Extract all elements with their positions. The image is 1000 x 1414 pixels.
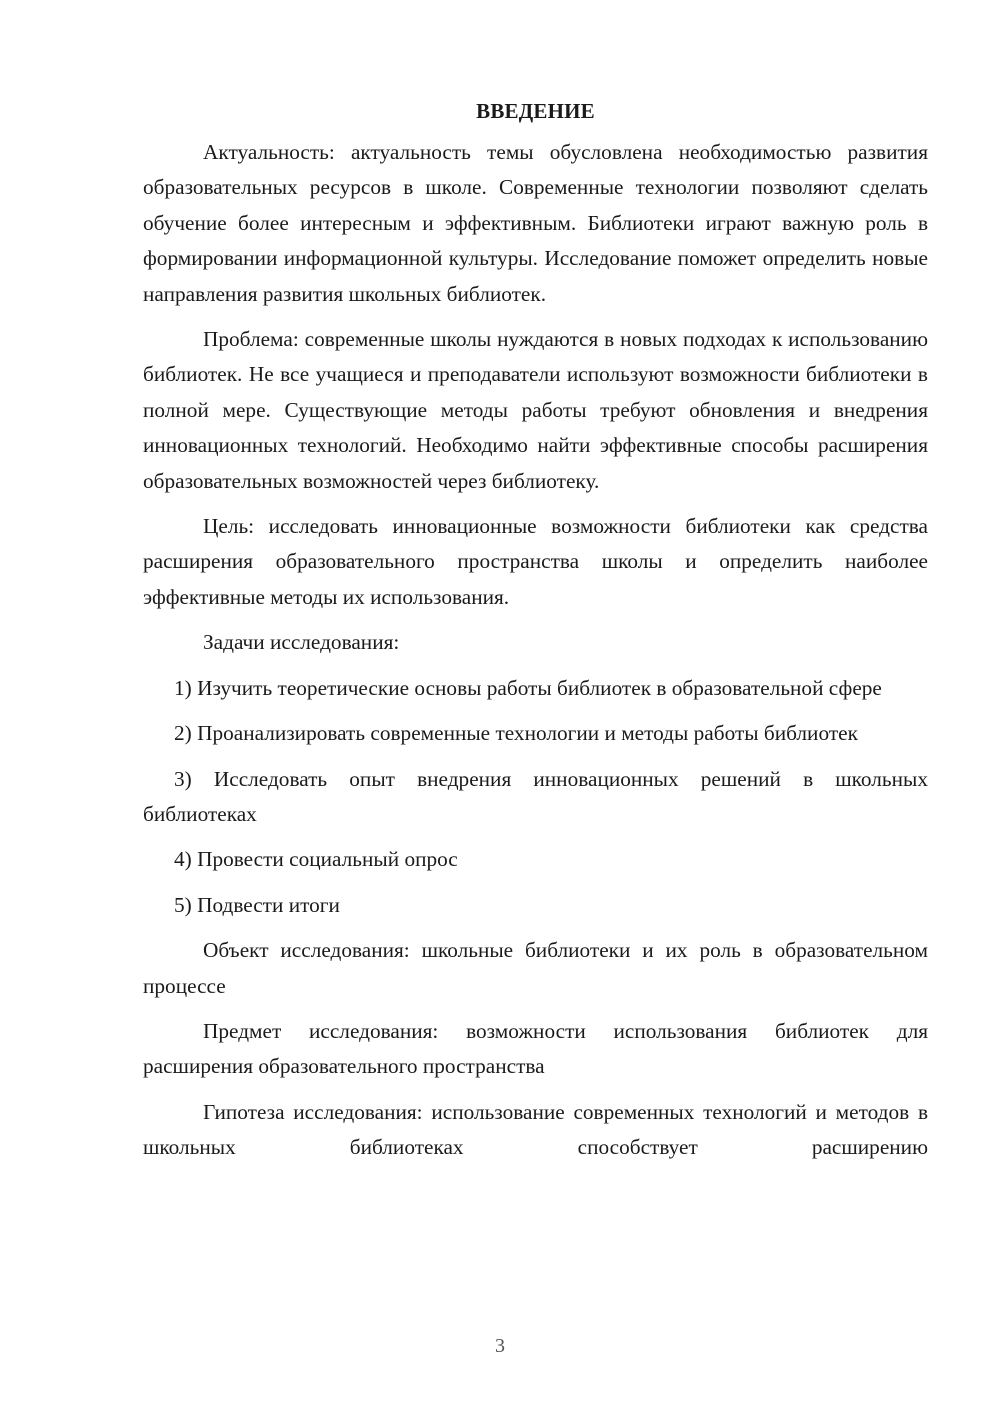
page-content: [143, 94, 928, 1176]
task-item: 4) Провести социальный опрос: [174, 847, 458, 872]
hypothesis-paragraph: Гипотеза исследования: использование современных технологий и методов в школьных библиотеках способствует расширению: [143, 1099, 928, 1160]
task-item: 5) Подвести итоги: [174, 892, 340, 917]
object-paragraph: Объект исследования: школьные библиотеки и их роль в образовательном процессе: [143, 938, 928, 998]
relevance-paragraph: Актуальность: актуальность темы обусловлена необходимостью развития образовательных ресурсов в школе. Современные технологии позволяют сделать обучение более интересным и эффективным. Библиотеки играют важную роль в формировании информационной культуры. Исследование поможет определить новые направления развития школьных библиотек.: [143, 140, 928, 306]
task-item: 1) Изучить теоретические основы работы библиотек в образовательной сфере: [174, 675, 882, 700]
subject-paragraph: Предмет исследования: возможности использования библиотек для расширения образовательного пространства: [143, 1018, 928, 1079]
task-item: 3) Исследовать опыт внедрения инновационных решений в школьных библиотеках: [143, 766, 928, 826]
section-title: ВВЕДЕНИЕ: [476, 99, 595, 123]
goal-paragraph: Цель: исследовать инновационные возможности библиотеки как средства расширения образовательного пространства школы и определить наиболее эффективные методы их использования.: [143, 514, 928, 609]
task-item: 2) Проанализировать современные технологии и методы работы библиотек: [174, 721, 858, 746]
problem-paragraph: Проблема: современные школы нуждаются в новых подходах к использованию библиотек. Не все учащиеся и преподаватели используют возможности библиотеки в полной мере. Существующие методы работы требуют обновления и внедрения инновационных технологий. Необходимо найти эффективные способы расширения образовательных возможностей через библиотеку.: [143, 327, 928, 493]
tasks-list: [143, 671, 928, 923]
page-number: 3: [495, 1335, 505, 1357]
tasks-heading: Задачи исследования:: [203, 630, 400, 655]
